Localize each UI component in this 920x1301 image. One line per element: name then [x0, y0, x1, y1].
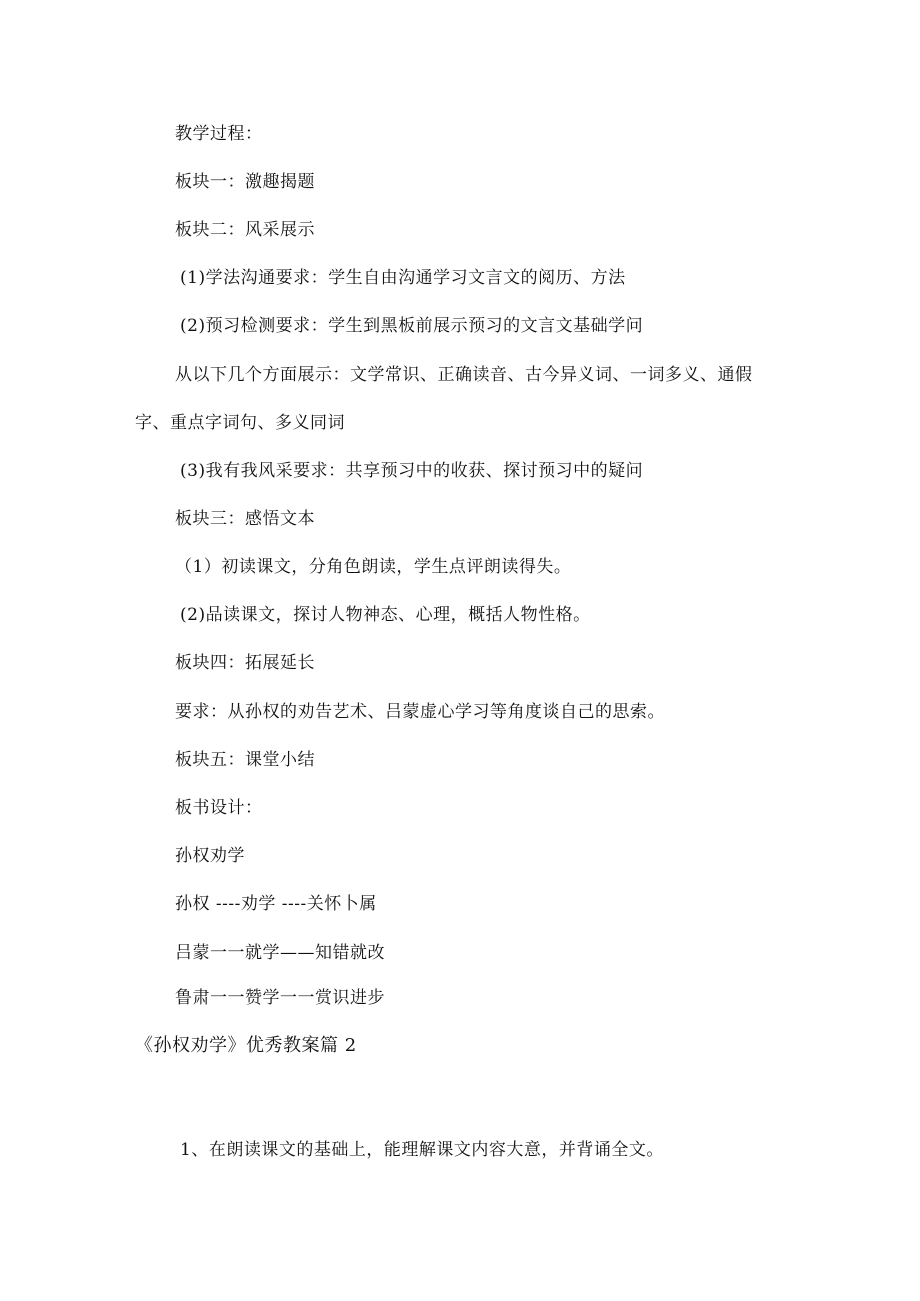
block-three-item-2: (2)品读课文，探讨人物神态、心理，概括人物性格。	[180, 605, 591, 625]
objective-1: 1、在朗读课文的基础上，能理解课文内容大意，并背诵全文。	[180, 1140, 664, 1160]
block-five-heading: 板块五：课堂小结	[175, 750, 315, 770]
block-two-item-1: (1)学法沟通要求：学生自由沟通学习文言文的阅历、方法	[180, 268, 626, 288]
block-three-item-1: （1）初读课文，分角色朗读，学生点评朗读得失。	[175, 557, 572, 577]
display-aspects-line-1: 从以下几个方面展示：文学常识、正确读音、古今异义词、一词多义、通假	[175, 365, 753, 385]
board-title: 孙权劝学	[175, 846, 245, 866]
board-line-lvmeng: 吕蒙一一就学——知错就改	[175, 943, 385, 963]
board-line-lusu: 鲁肃一一赞学一一赏识进步	[175, 988, 385, 1008]
block-one-heading: 板块一：激趣揭题	[175, 172, 315, 192]
block-four-heading: 板块四：拓展延长	[175, 653, 315, 673]
board-design-label: 板书设计：	[175, 798, 263, 818]
display-aspects-line-2: 字、重点字词句、多义同词	[135, 413, 345, 433]
block-two-heading: 板块二：风采展示	[175, 220, 315, 240]
block-three-heading: 板块三：感悟文本	[175, 509, 315, 529]
board-line-sunquan: 孙权 ----劝学 ----关怀卜属	[175, 894, 377, 914]
block-two-item-2: (2)预习检测要求：学生到黑板前展示预习的文言文基础学问	[180, 316, 644, 336]
lesson-plan-2-title: 《孙权劝学》优秀教案篇 2	[135, 1035, 357, 1056]
block-two-item-3: (3)我有我风采要求：共享预习中的收获、探讨预习中的疑问	[180, 461, 644, 481]
block-four-requirement: 要求：从孙权的劝告艺术、吕蒙虚心学习等角度谈自己的思索。	[175, 702, 665, 722]
section-label-teaching-process: 教学过程：	[175, 124, 263, 144]
